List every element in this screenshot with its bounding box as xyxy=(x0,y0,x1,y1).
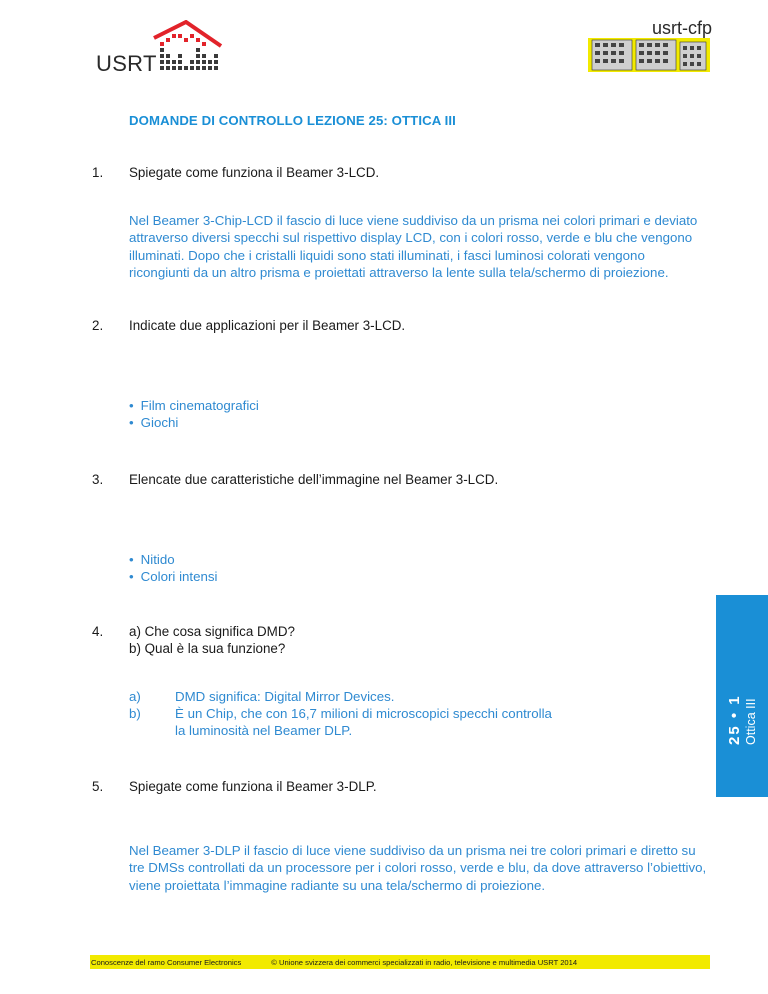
question-5-text: Spiegate come funziona il Beamer 3-DLP. xyxy=(129,779,377,794)
question-4-text-a: a) Che cosa significa DMD? xyxy=(129,624,295,639)
question-2-text: Indicate due applicazioni per il Beamer 3-LCD. xyxy=(129,318,406,333)
question-4-text-b: b) Qual è la sua funzione? xyxy=(129,641,286,656)
list-item: • Giochi xyxy=(129,414,259,431)
usrt-logo-text: USRT xyxy=(96,51,157,76)
list-item: • Nitido xyxy=(129,551,218,568)
question-4-answer-a: DMD significa: Digital Mirror Devices. xyxy=(175,689,395,704)
chapter-number: 25 • 1 xyxy=(726,694,743,745)
question-4-answer-a-label: a) xyxy=(129,689,141,704)
question-4-answer-b: È un Chip, che con 16,7 milioni di microscopici specchi controlla la luminosità nel Beamer DLP. xyxy=(175,706,552,738)
question-1-text: Spiegate come funziona il Beamer 3-LCD. xyxy=(129,165,380,180)
footer-bar xyxy=(90,955,710,969)
question-3-number: 3. xyxy=(92,472,104,487)
chapter-side-tab xyxy=(716,595,768,797)
question-4-number: 4. xyxy=(92,624,104,639)
chapter-subtitle: Ottica III xyxy=(744,698,758,745)
footer-left-text: Conoscenze del ramo Consumer Electronics xyxy=(91,957,242,967)
list-item: • Film cinematografici xyxy=(129,397,259,414)
question-1-number: 1. xyxy=(92,165,104,180)
question-3-text: Elencate due caratteristiche dell’immagine nel Beamer 3-LCD. xyxy=(129,472,499,487)
question-1-answer: Nel Beamer 3-Chip-LCD il fascio di luce viene suddiviso da un prisma nei colori primari e deviato attraverso diversi specchi sul rispettivo display LCD, con i colori rosso, verde e blu che vengono illuminati. Dopo che i cristalli liquidi sono stati illuminati, i fasci luminosi colorati vengono ricongiunti da un altro prisma e proiettati attraverso la lente sulla tela/schermo di proiezione. xyxy=(129,213,698,281)
page-title: DOMANDE DI CONTROLLO LEZIONE 25: OTTICA III xyxy=(129,113,456,128)
question-5-number: 5. xyxy=(92,779,104,794)
question-3-answer-list xyxy=(129,551,218,585)
usrt-cfp-logo-text: usrt-cfp xyxy=(652,18,713,38)
question-5-answer: Nel Beamer 3-DLP il fascio di luce viene suddiviso da un prisma nei tre colori primari e diretto su tre DMSs controllati da un processore per i colori rosso, verde e blu, da dove attraverso l’obiettivo, viene proiettata l’immagine radiante su una tela/schermo di proiezione. xyxy=(129,843,707,893)
question-4-answer-b-label: b) xyxy=(129,706,141,721)
footer-right-text: © Unione svizzera dei commerci specializzati in radio, televisione e multimedia USRT 2014 xyxy=(271,957,578,967)
list-item: • Colori intensi xyxy=(129,568,218,585)
question-2-number: 2. xyxy=(92,318,104,333)
question-2-answer-list xyxy=(129,397,259,431)
